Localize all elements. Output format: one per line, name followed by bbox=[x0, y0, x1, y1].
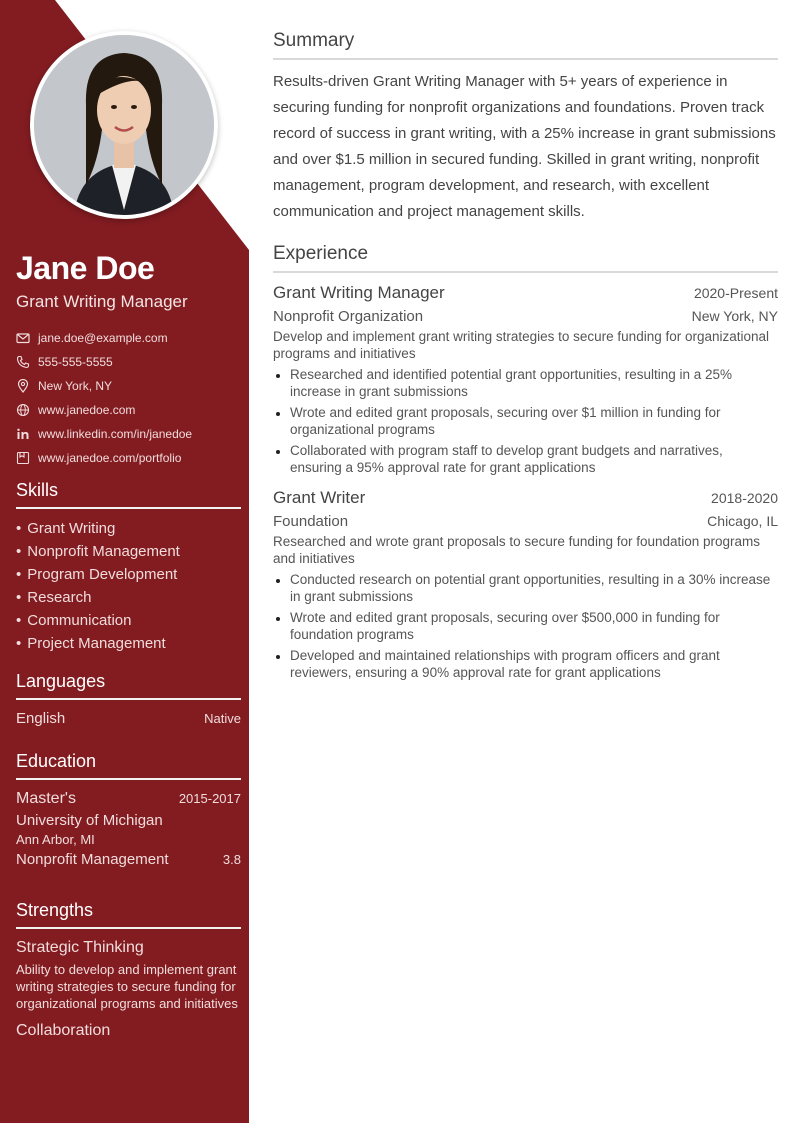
contact-location bbox=[16, 374, 241, 398]
languages-section bbox=[16, 671, 241, 727]
education-section bbox=[16, 751, 241, 868]
job-bullet: Researched and identified potential grant opportunities, resulting in a 25% increase in grant submissions bbox=[273, 366, 778, 400]
education-field: Nonprofit Management bbox=[16, 851, 169, 868]
contact-list bbox=[16, 326, 241, 470]
job-org-row bbox=[273, 513, 778, 530]
contact-location-text: New York, NY bbox=[38, 379, 113, 393]
job-description: Develop and implement grant writing strategies to secure funding for organizational programs and initiatives bbox=[273, 329, 770, 361]
strength-title: Collaboration bbox=[16, 1022, 111, 1039]
portfolio-icon bbox=[16, 451, 30, 465]
contact-portfolio-text: www.janedoe.com/portfolio bbox=[38, 451, 182, 465]
contact-email[interactable] bbox=[16, 326, 241, 350]
job-title-row bbox=[273, 283, 778, 303]
phone-icon bbox=[16, 355, 30, 369]
skill-item: • Program Development bbox=[16, 563, 241, 586]
education-school: University of Michigan bbox=[16, 812, 163, 829]
strengths-heading: Strengths bbox=[16, 900, 241, 929]
job-bullet: Wrote and edited grant proposals, securing over $500,000 in funding for foundation programs bbox=[273, 609, 778, 643]
contact-linkedin[interactable] bbox=[16, 422, 241, 446]
profile-photo bbox=[30, 31, 218, 219]
job-dates: 2018-2020 bbox=[711, 490, 778, 506]
job-bullet: Wrote and edited grant proposals, securing over $1 million in funding for organizational programs bbox=[273, 404, 778, 438]
contact-linkedin-text: www.linkedin.com/in/janedoe bbox=[38, 427, 193, 441]
experience-item bbox=[273, 283, 778, 476]
experience-heading: Experience bbox=[273, 243, 778, 273]
job-bullets bbox=[273, 366, 778, 476]
skills-list bbox=[16, 517, 241, 655]
strength-desc: Ability to develop and implement grant writing strategies to secure funding for organizational programs and initiatives bbox=[16, 962, 238, 1011]
skill-item: • Project Management bbox=[16, 632, 241, 655]
job-org-row bbox=[273, 308, 778, 325]
job-title: Grant Writer bbox=[273, 488, 366, 507]
languages-heading: Languages bbox=[16, 671, 241, 700]
job-bullet: Collaborated with program staff to develop grant budgets and narratives, ensuring a 95% approval rate for grant applications bbox=[273, 442, 778, 476]
education-degree: Master's bbox=[16, 790, 76, 807]
job-title-row bbox=[273, 488, 778, 508]
location-pin-icon bbox=[16, 379, 30, 393]
contact-phone[interactable] bbox=[16, 350, 241, 374]
job-org: Nonprofit Organization bbox=[273, 308, 424, 325]
language-level: Native bbox=[204, 711, 241, 726]
envelope-icon bbox=[16, 331, 30, 345]
linkedin-icon bbox=[16, 427, 30, 441]
strength-title: Strategic Thinking bbox=[16, 939, 144, 956]
education-degree-row bbox=[16, 790, 241, 808]
education-field-row bbox=[16, 851, 241, 868]
summary-section bbox=[273, 30, 778, 225]
sidebar bbox=[0, 0, 249, 1123]
globe-icon bbox=[16, 403, 30, 417]
job-dates: 2020-Present bbox=[693, 285, 778, 301]
skill-item: • Grant Writing bbox=[16, 517, 241, 540]
language-row bbox=[16, 710, 241, 727]
job-org: Foundation bbox=[273, 513, 349, 530]
education-location: Ann Arbor, MI bbox=[16, 832, 95, 847]
main-content bbox=[273, 30, 778, 685]
skills-heading: Skills bbox=[16, 480, 241, 509]
experience-item bbox=[273, 488, 778, 681]
job-description: Researched and wrote grant proposals to secure funding for foundation programs and initiatives bbox=[273, 534, 761, 566]
contact-phone-text: 555-555-5555 bbox=[38, 355, 113, 369]
contact-email-text: jane.doe@example.com bbox=[38, 331, 168, 345]
job-bullet: Developed and maintained relationships with program officers and grant reviewers, ensuring a 90% approval rate for grant applications bbox=[273, 647, 778, 681]
education-dates: 2015-2017 bbox=[178, 791, 241, 806]
job-title: Grant Writing Manager bbox=[273, 283, 445, 302]
candidate-title: Grant Writing Manager bbox=[16, 292, 188, 311]
job-location: New York, NY bbox=[691, 308, 778, 324]
skill-item: • Communication bbox=[16, 609, 241, 632]
contact-website[interactable] bbox=[16, 398, 241, 422]
experience-section bbox=[273, 243, 778, 681]
job-location: Chicago, IL bbox=[707, 513, 778, 529]
summary-heading: Summary bbox=[273, 30, 778, 60]
contact-portfolio[interactable] bbox=[16, 446, 241, 470]
skill-item: • Research bbox=[16, 586, 241, 609]
candidate-name: Jane Doe bbox=[16, 250, 155, 286]
strengths-section bbox=[16, 900, 241, 1040]
education-heading: Education bbox=[16, 751, 241, 780]
job-bullets bbox=[273, 571, 778, 681]
education-gpa: 3.8 bbox=[222, 852, 241, 867]
skills-section bbox=[16, 480, 241, 655]
contact-website-text: www.janedoe.com bbox=[38, 403, 136, 417]
job-bullet: Conducted research on potential grant opportunities, resulting in a 30% increase in grant submissions bbox=[273, 571, 778, 605]
language-name: English bbox=[16, 710, 66, 727]
summary-text: Results-driven Grant Writing Manager with 5+ years of experience in securing funding for nonprofit organizations and foundations. Proven track record of success in grant writing, with a 25% increase in grant submissions and over $1.5 million in secured funding. Skilled in grant writing, nonprofit management, program development, and research, with excellent communication and project management skills. bbox=[273, 73, 776, 220]
skill-item: • Nonprofit Management bbox=[16, 540, 241, 563]
